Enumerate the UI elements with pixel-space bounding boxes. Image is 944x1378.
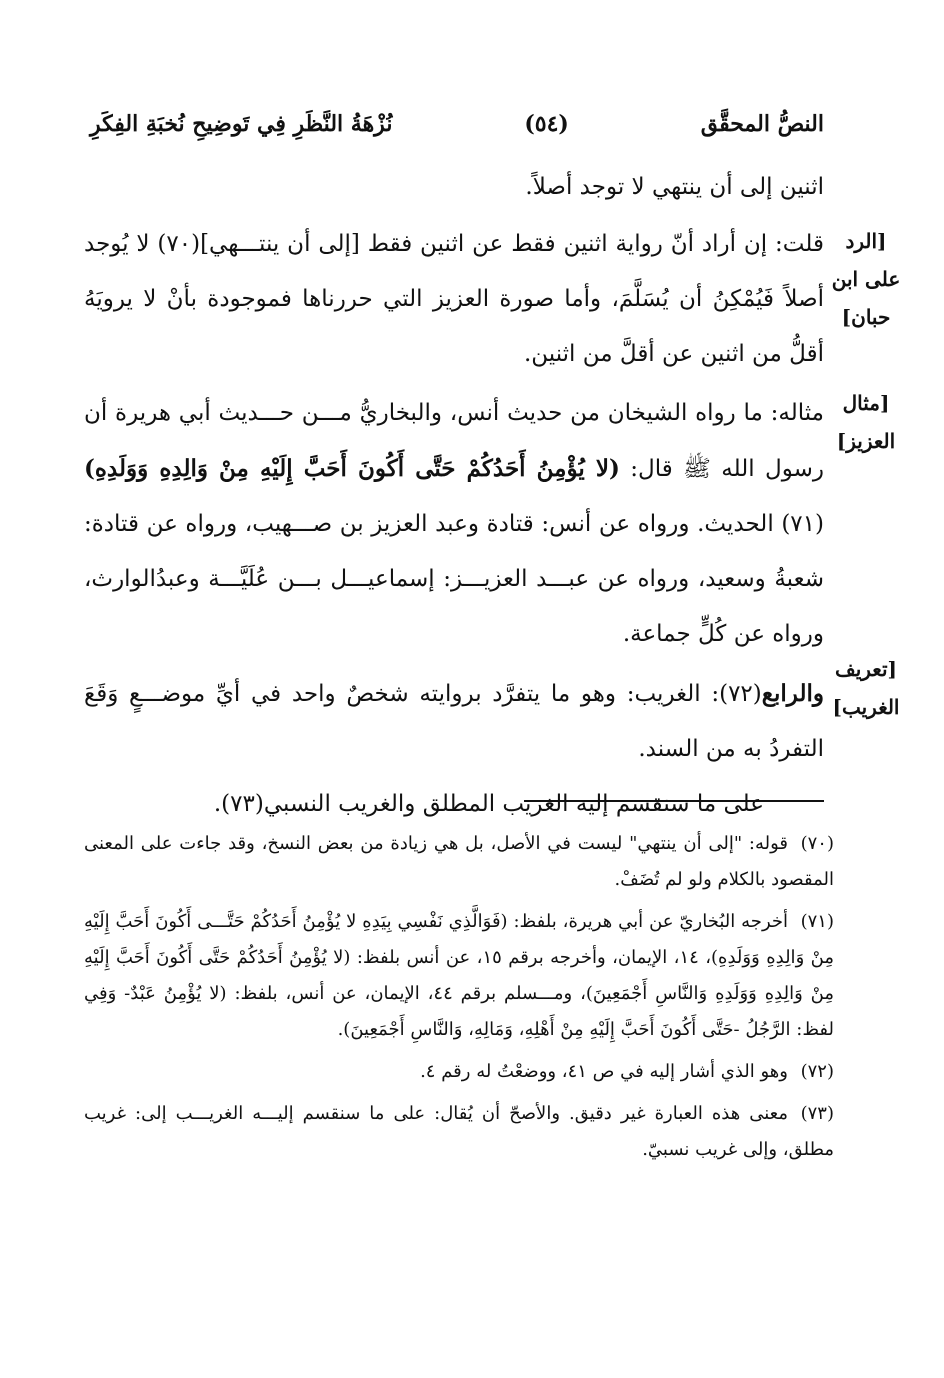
footnote-number: (٧٠) [800, 833, 834, 854]
footnote-71 [84, 904, 834, 1048]
paragraph-2: قلت: إن أراد أنّ رواية اثنين فقط عن اثنين فقط [إلى أن ينتـــهي](٧٠) لا يُوجد أصلاً فَيُمْكِنُ أن يُسَلَّمَ، وأما صورة العزيز التي حررناها فموجودة بأنْ لا يرويَهُ أقلُّ من اثنين عن أقلَّ من اثنين. [84, 231, 824, 367]
paragraph-3 [84, 386, 824, 662]
margin-note-gharib-definition: [تعريف الغريب] [832, 657, 900, 719]
fourth-label: والرابع [761, 680, 824, 707]
header-book-title: نُزْهَةُ النَّظَرِ فِي تَوضِيحِ نُخبَةِ الفِكَرِ [90, 111, 393, 137]
running-header [90, 104, 824, 144]
main-text [84, 160, 824, 832]
margin-note-refutation: [الرد على ابن حبان] [831, 229, 901, 329]
paragraph-3-rest: (٧١) الحديث. ورواه عن أنس: قتادة وعبد العزيز بن صـــهيب، ورواه عن قتادة: شعبةُ وسعيد، ورواه عن عبـــد العزيـــز: إسماعيـــل بـــن عُلَيَّـــة وعبدُالوارث، ورواه عن كُلٍّ جماعة. [84, 511, 824, 647]
footnote-text: أخرجه البُخاريّ عن أبي هريرة، بلفظ: (فَوَالَّذِي نَفْسِي بِيَدِهِ لا يُؤْمِنُ أَحَدُكُمْ حَتَّـــى أَكُونَ أَحَبَّ إِلَيْهِ مِنْ وَالِدِهِ وَوَلَدِهِ)، ١٤، الإيمان، وأخرجه برقم ١٥، عن أنس بلفظ: (لا يُؤْمِنُ أَحَدُكُمْ حَتَّى أَكُونَ أَحَبَّ إِلَيْهِ مِنْ وَالِدِهِ وَوَلَدِهِ وَالنَّاسِ أَجْمَعِينَ)، ومـــسلم برقم ٤٤، الإيمان، عن أنس، بلفظ: (لا يُؤْمِنُ عَبْدٌ- وَفِي لفظ: الرَّجُلُ -حَتَّى أَكُونَ أَحَبَّ إِلَيْهِ مِنْ أَهْلِهِ، وَمَالِهِ، وَالنَّاسِ أَجْمَعِينَ). [84, 911, 834, 1040]
footnote-70 [84, 826, 834, 898]
footnote-separator [524, 800, 824, 802]
paragraph-4-text: (٧٢): الغريب: وهو ما يتفرَّد بروايته شخصٌ واحد في أيِّ موضـــعٍ وَقَعَ التفردُ به من السند. [84, 681, 824, 762]
footnotes [84, 826, 834, 1174]
footnote-text: وهو الذي أشار إليه في ص ٤١، ووضعْتُ له رقم ٤. [420, 1061, 788, 1082]
footnote-text: قوله: "إلى أن ينتهي" ليست في الأصل، بل هي زيادة من بعض النسخ، وقد جاءت على المعنى المقصود بالكلام ولو لم تُضَفْ. [84, 833, 834, 890]
margin-note-aziz-example: [مثال العزيز] [836, 391, 896, 453]
page-number: (٥٤) [524, 111, 569, 137]
header-right-title: النصُّ المحقَّق [700, 111, 824, 137]
paragraph-5: على ما سنقسم إليه الغريب المطلق والغريب النسبي(٧٣). [213, 791, 764, 817]
footnote-text: معنى هذه العبارة غير دقيق. والأصحّ أن يُقال: على ما سنقسم إليـــه الغريـــب إلى: غريب مطلق، وإلى غريب نسبيّ. [84, 1103, 834, 1160]
footnote-73 [84, 1096, 834, 1168]
footnote-number: (٧٣) [800, 1103, 834, 1124]
footnote-number: (٧٢) [800, 1061, 834, 1082]
paragraph-3-intro: مثاله: ما رواه الشيخان من حديث أنس، والبخاريُّ مـــن حـــديث أبي هريرة أن رسول الله ﷺ قال: [84, 400, 824, 482]
paragraph-4 [84, 666, 824, 777]
hadith-text: (لا يُؤْمِنُ أَحَدُكُمْ حَتَّى أَكُونَ أَحَبَّ إِلَيْهِ مِنْ وَالِدِهِ وَوَلَدِهِ) [84, 455, 620, 482]
footnote-72 [84, 1054, 834, 1090]
paragraph-1: اثنين إلى أن ينتهي لا توجد أصلاً. [525, 174, 824, 200]
footnote-number: (٧١) [800, 911, 834, 932]
